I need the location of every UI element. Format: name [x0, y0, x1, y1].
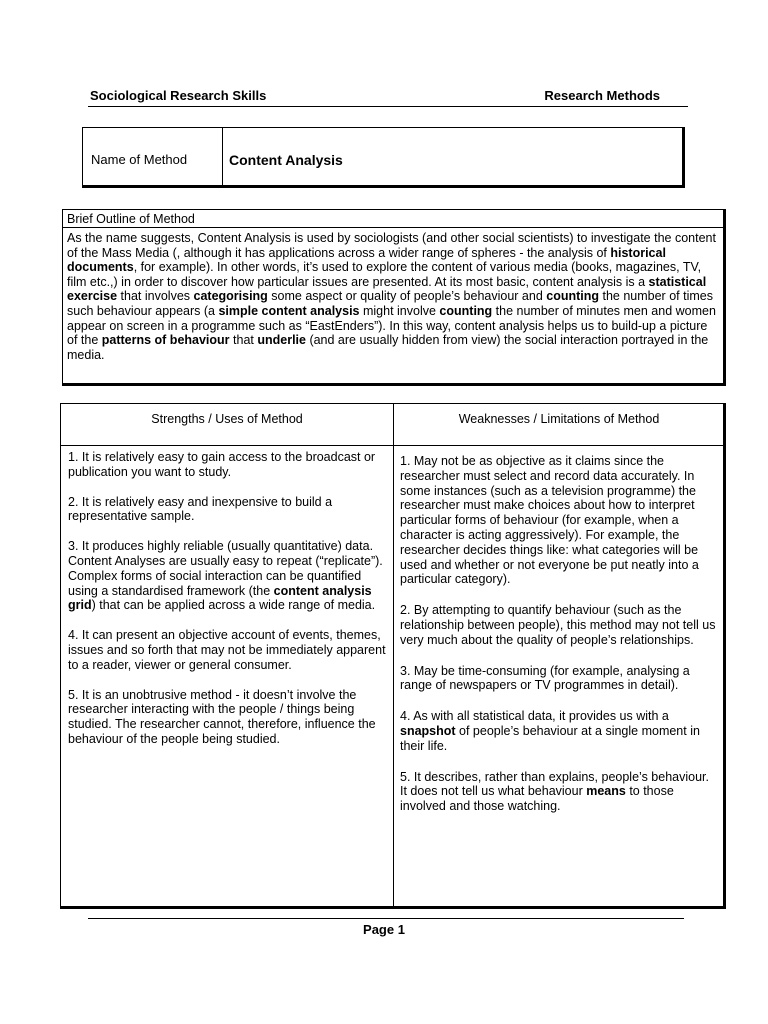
list-item	[400, 664, 718, 694]
text-run: that	[229, 333, 258, 348]
list-item	[68, 450, 387, 480]
text-run: 5. It describes, rather than explains, people’s behaviour. It does not tell us what behaviour	[400, 769, 709, 799]
list-item	[400, 454, 718, 587]
text-run: that involves	[117, 289, 194, 304]
text-run: the number of minutes men and women appear on screen in a programme such as “EastEnders”). In this way, content analysis helps us to build-up a picture of the	[67, 303, 716, 348]
bold-term: simple content analysis	[218, 303, 360, 318]
text-run: 3. May be time-consuming (for example, analysing a range of newspapers or TV programmes in detail).	[400, 663, 690, 693]
text-run: ) that can be applied across a wide range of media.	[91, 598, 376, 613]
text-run: the number of times such behaviour appears (a	[67, 289, 713, 318]
header-section-title: Research Methods	[544, 88, 660, 103]
header-course-title: Sociological Research Skills	[90, 88, 267, 103]
text-run: some aspect or quality of people’s behaviour and	[267, 289, 547, 304]
bold-term: patterns of behaviour	[101, 333, 230, 348]
weaknesses-list	[394, 446, 724, 814]
weaknesses-heading: Weaknesses / Limitations of Method	[394, 404, 724, 446]
strengths-heading: Strengths / Uses of Method	[61, 404, 393, 446]
list-item	[400, 603, 718, 647]
bold-term: historical documents	[67, 245, 666, 275]
text-run: of people’s behaviour at a single moment in their life.	[400, 723, 700, 753]
text-run: might involve	[359, 303, 440, 318]
text-run: (and are usually hidden from view) the social interaction portrayed in the media.	[67, 333, 709, 362]
outline-box	[62, 209, 726, 386]
outline-title: Brief Outline of Method	[63, 210, 723, 228]
text-run: to those involved and those watching.	[400, 784, 674, 814]
footer-divider	[88, 918, 684, 919]
text-run: 1. May not be as objective as it claims since the researcher must select and record data accurately. In some instances (such as a television programme) the researcher must make choices about how to interpret particular forms of behaviour (for example, when a character is acting aggressively). For example, the researcher decides things like: what categories will be used and whether or not everyone be put neatly into a particular category).	[400, 454, 699, 587]
text-run: 3. It produces highly reliable (usually quantitative) data. Content Analyses are usually easy to repeat (“replicate”). Complex forms of social interaction can be quantified using a standardised framework (the	[68, 539, 383, 598]
list-item	[400, 770, 718, 814]
text-run: 4. As with all statistical data, it provides us with a	[400, 709, 669, 724]
bold-term: snapshot	[400, 723, 456, 738]
bold-term: underlie	[257, 333, 306, 348]
text-run: 4. It can present an objective account of events, themes, issues and so forth that may not be immediately apparent to a reader, viewer or general consumer.	[68, 628, 386, 672]
method-name-label-cell	[83, 128, 223, 185]
page-header	[88, 88, 688, 107]
outline-body	[63, 228, 723, 362]
bold-term: statistical exercise	[67, 274, 707, 304]
bold-term: counting	[546, 289, 600, 304]
strengths-weaknesses-table	[60, 403, 726, 909]
bold-term: means	[586, 784, 626, 799]
bold-term: counting	[439, 303, 493, 318]
text-run: 1. It is relatively easy to gain access to the broadcast or publication you want to study.	[68, 450, 376, 479]
weaknesses-column	[394, 404, 724, 906]
page-number: Page 1	[363, 922, 405, 937]
method-name-value: Content Analysis	[229, 152, 343, 168]
strengths-list	[61, 446, 393, 747]
list-item	[68, 628, 387, 672]
bold-term: content analysis grid	[68, 583, 372, 613]
strengths-column	[61, 404, 394, 906]
list-item	[400, 709, 718, 753]
text-run: 5. It is an unobtrusive method - it doesn’t involve the researcher interacting with the people / things being studied. The researcher cannot, therefore, influence the behaviour of the people being studied.	[68, 687, 376, 746]
list-item	[68, 688, 387, 747]
text-run: 2. It is relatively easy and inexpensive to build a representative sample.	[68, 494, 333, 524]
text-run: 2. By attempting to quantify behaviour (such as the relationship between people), this method may not tell us very much about the quality of people’s relationships.	[400, 603, 716, 647]
text-run: As the name suggests, Content Analysis is used by sociologists (and other social scientists) to investigate the content of the Mass Media (, although it has applications across a wider range of spheres - the analysis of	[67, 231, 716, 260]
list-item	[68, 495, 387, 525]
bold-term: categorising	[193, 289, 268, 304]
method-name-label: Name of Method	[91, 152, 188, 167]
list-item	[68, 539, 387, 613]
method-name-box	[82, 127, 685, 188]
text-run: , for example). In other words, it’s used to explore the content of various media (books, magazines, TV, film etc.,) in order to discover how particular issues are presented. At its most basic, content analysis is a	[67, 260, 702, 289]
